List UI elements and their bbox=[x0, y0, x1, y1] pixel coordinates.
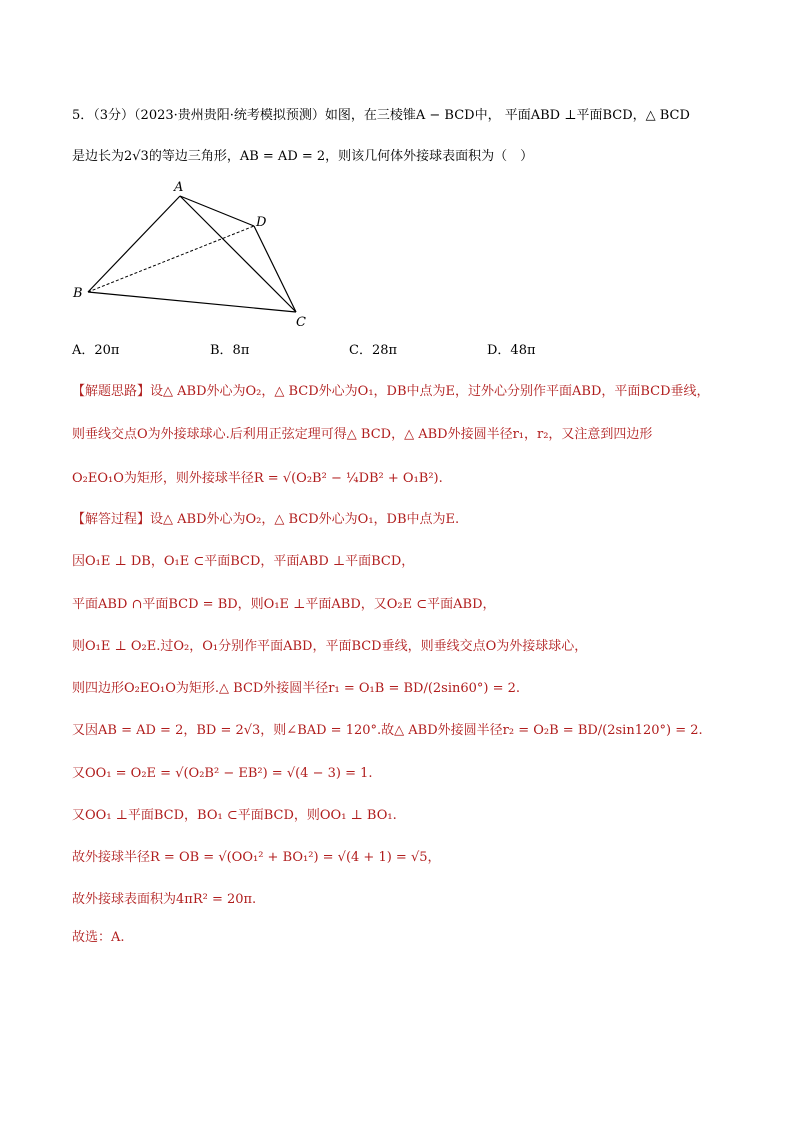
solution-line-2: 因O₁E ⊥ DB，O₁E ⊂平面BCD，平面ABD ⊥平面BCD， bbox=[72, 554, 415, 569]
analysis-tag: 【解题思路】 bbox=[72, 384, 151, 399]
vertex-label-d: D bbox=[256, 215, 267, 230]
edge-dc bbox=[254, 226, 296, 312]
solution-line-9: 故外接球半径R = OB = √(OO₁² + BO₁²) = √(4 + 1) = √5， bbox=[72, 850, 441, 865]
vertex-label-c: C bbox=[296, 315, 306, 330]
option-b: B．8π bbox=[210, 343, 250, 358]
edge-bc bbox=[88, 292, 296, 312]
solution-line-7: 又OO₁ = O₂E = √(O₂B² − EB²) = √(4 − 3) = 1. bbox=[72, 766, 373, 781]
edge-ab bbox=[88, 196, 180, 292]
option-d: D．48π bbox=[487, 343, 536, 358]
solution-line-10: 故外接球表面积为4πR² = 20π. bbox=[72, 892, 257, 907]
solution-line-4: 则O₁E ⊥ O₂E.过O₂，O₁分别作平面ABD，平面BCD垂线，则垂线交点O为外接球球心， bbox=[72, 639, 588, 654]
vertex-label-a: A bbox=[174, 180, 184, 195]
solution-tag: 【解答过程】 bbox=[72, 512, 151, 527]
edge-bd-hidden bbox=[88, 226, 254, 292]
analysis-line-2: 则垂线交点O为外接球球心.后利用正弦定理可得△ BCD，△ ABD外接圆半径r₁，r₂，又注意到四边形 bbox=[72, 427, 653, 442]
question-line-2: 是边长为2√3的等边三角形，AB = AD = 2，则该几何体外接球表面积为（ ） bbox=[72, 149, 534, 164]
option-c: C．28π bbox=[349, 343, 398, 358]
edge-ad bbox=[180, 196, 254, 226]
solution-line-8: 又OO₁ ⊥平面BCD，BO₁ ⊂平面BCD，则OO₁ ⊥ BO₁. bbox=[72, 808, 397, 823]
pyramid-figure bbox=[68, 176, 328, 332]
pyramid-diagram bbox=[68, 176, 328, 332]
option-a: A．20π bbox=[72, 343, 120, 358]
question-line-1: 5．（3分）（2023·贵州贵阳·统考模拟预测）如图，在三棱锥A − BCD中， 平面ABD ⊥平面BCD，△ BCD bbox=[72, 108, 690, 123]
vertex-label-b: B bbox=[73, 286, 83, 301]
solution-line-6: 又因AB = AD = 2，BD = 2√3，则∠BAD = 120°.故△ ABD外接圆半径r₂ = O₂B = BD/(2sin120°) = 2. bbox=[72, 723, 703, 738]
analysis-text-1: 设△ ABD外心为O₂，△ BCD外心为O₁，DB中点为E，过外心分别作平面ABD，平面BCD垂线， bbox=[150, 384, 710, 399]
solution-line-5: 则四边形O₂EO₁O为矩形.△ BCD外接圆半径r₁ = O₁B = BD/(2sin60°) = 2. bbox=[72, 681, 521, 696]
analysis-line-1 bbox=[72, 383, 732, 401]
solution-text-1: 设△ ABD外心为O₂，△ BCD外心为O₁，DB中点为E. bbox=[150, 512, 460, 527]
solution-line-3: 平面ABD ∩平面BCD = BD，则O₁E ⊥平面ABD，又O₂E ⊂平面ABD， bbox=[72, 597, 496, 612]
analysis-line-3: O₂EO₁O为矩形，则外接球半径R = √(O₂B² − ¼DB² + O₁B²). bbox=[72, 471, 443, 486]
solution-line-11: 故选：A. bbox=[72, 930, 125, 945]
edge-ac bbox=[180, 196, 296, 312]
solution-line-1 bbox=[72, 511, 732, 529]
